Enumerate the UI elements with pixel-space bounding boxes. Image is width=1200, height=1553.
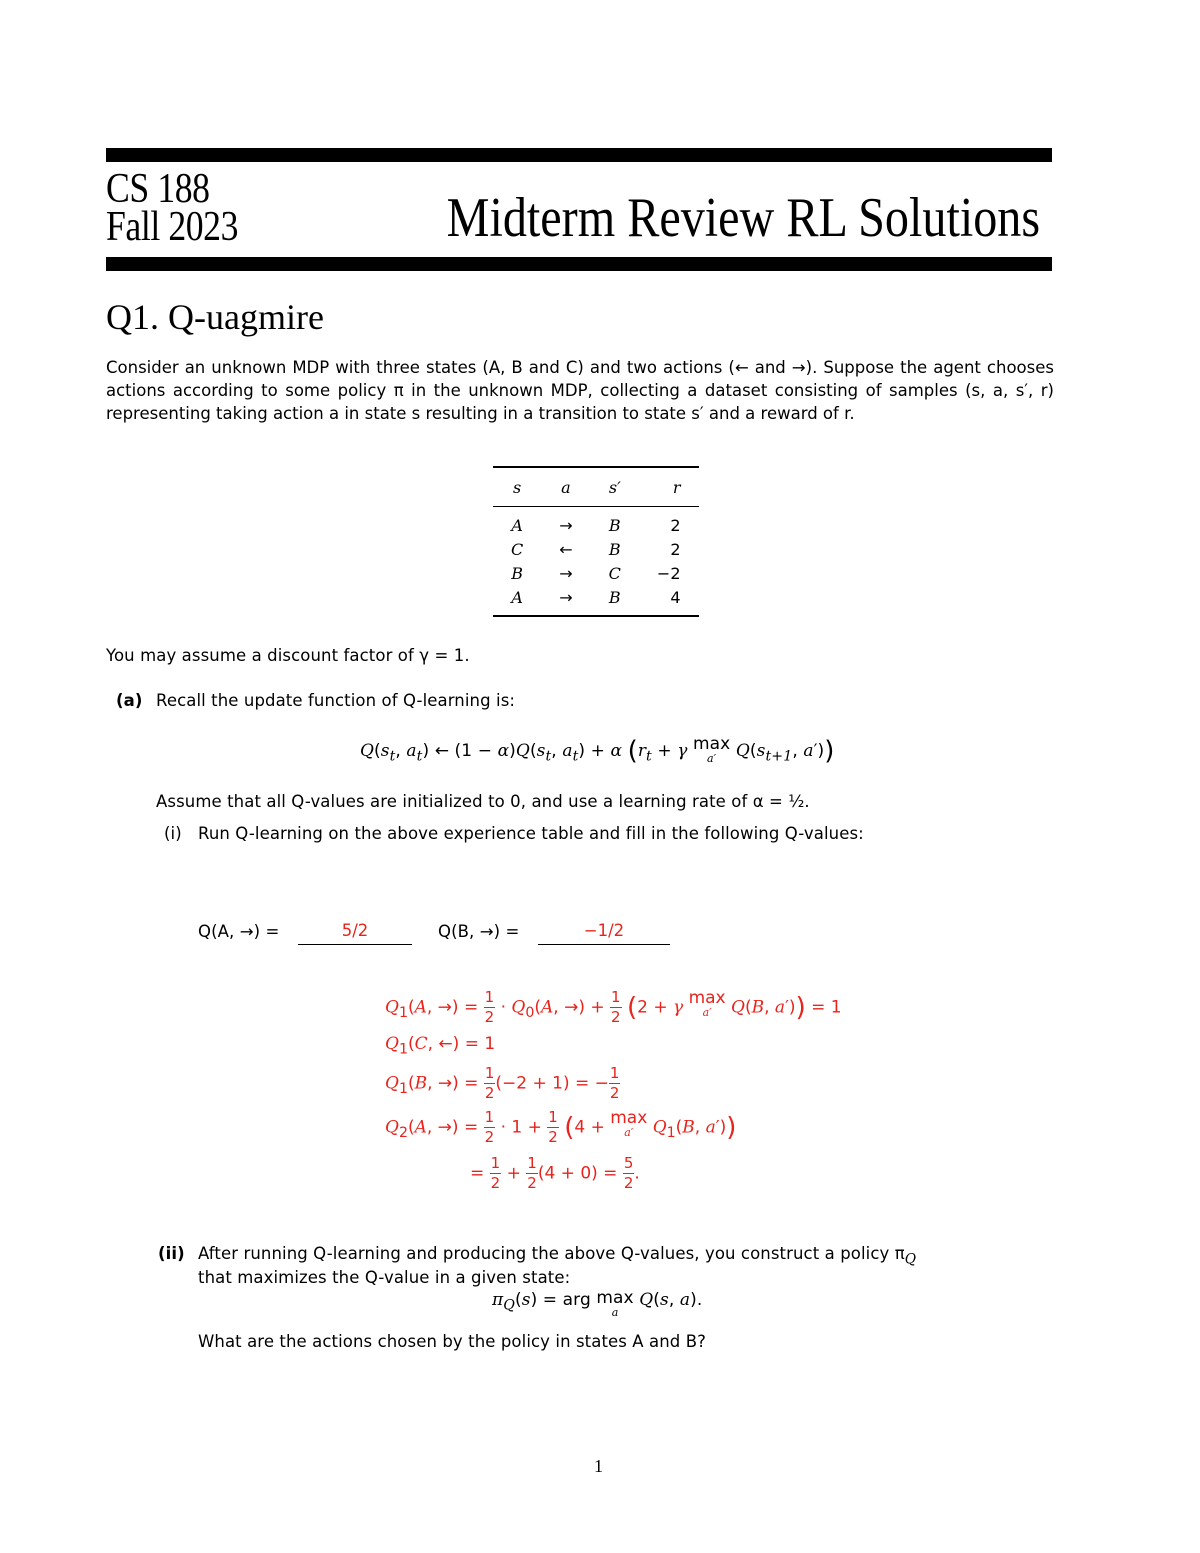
discount-note: You may assume a discount factor of γ = 1. [106, 646, 470, 665]
solution-step-2: $Q_1(C$, ←) = 1 [385, 1034, 496, 1058]
table-cell: A [511, 515, 523, 535]
part-ii-prompt-line1: After running Q-learning and producing the above Q-values, you construct a policy $\pi_Q$ [198, 1244, 917, 1268]
table-row [493, 585, 699, 616]
experience-table [493, 466, 699, 617]
initialization-note: Assume that all Q-values are initialized to 0, and use a learning rate of α = ½. [156, 792, 810, 811]
q-learning-update-formula: $Q(s_t$, $a_t$) ← $(1 - \alpha)Q(s_t$, $a_t) + \alpha$ ($r_t + \gamma$ max a′ $Q(s_{t+1}$, a′)) [360, 734, 835, 766]
part-ii-prompt: After running Q-learning and producing the above Q-values, you construct a policy π [198, 1244, 905, 1263]
part-ii-label: (ii) [158, 1244, 185, 1263]
blank2-label: Q(B, →) = [438, 922, 520, 941]
table-cell: A [511, 587, 523, 607]
table-cell: 2 [670, 515, 681, 535]
part-i-label: (i) [164, 824, 182, 843]
table-row [493, 537, 699, 561]
part-a-label: (a) [116, 691, 143, 710]
page-number: 1 [594, 1456, 603, 1476]
course-term: Fall 2023 [106, 204, 239, 250]
table-cell: → [559, 515, 573, 535]
solution-step-5: = $\frac{1}{2}$ + $\frac{1}{2}$ (4 + 0) = $\frac{5}{2}$ . [470, 1154, 640, 1192]
part-ii-prompt-end: that maximizes the Q-value in a given state: [198, 1268, 571, 1287]
solution-step-3: $Q_1(B$, →) = $\frac{1}{2}$ (−2 + 1) = − $\frac{1}{2}$ [385, 1064, 620, 1102]
course-code: CS 188 [106, 166, 210, 212]
table-cell: B [608, 515, 621, 535]
table-row [493, 561, 699, 585]
table-header-s: s [493, 467, 541, 507]
table-cell: 2 [670, 539, 681, 559]
part-ii-question: What are the actions chosen by the policy in states A and B? [198, 1332, 707, 1351]
page-title: Midterm Review RL Solutions [446, 187, 1040, 249]
table-cell: ← [559, 539, 573, 559]
table-cell: C [608, 563, 621, 583]
table-cell: → [559, 563, 573, 583]
question-heading: Q1. Q-uagmire [106, 297, 324, 337]
table-header-a: a [541, 467, 590, 507]
table-cell: C [511, 539, 524, 559]
table-header-row [493, 467, 699, 507]
table-cell: B [511, 563, 523, 583]
table-cell: −2 [656, 563, 681, 583]
table-cell: 4 [670, 587, 681, 607]
blank1-label: Q(A, →) = [198, 922, 280, 941]
header-bottom-rule [106, 257, 1052, 271]
policy-formula: $\pi_Q(s)$ = arg max a Q(s, a). [492, 1288, 703, 1319]
solution-step-4: $Q_2(A$, →) = $\frac{1}{2}$ · 1 + $\frac{1}{2}$ (4 + max a′ $Q_1(B$, a′)) [385, 1108, 737, 1146]
answer-q-a-right: 5/2 [298, 920, 412, 945]
part-a-prompt: Recall the update function of Q-learning is: [156, 691, 516, 710]
answer-q-b-right: −1/2 [538, 920, 670, 945]
solution-step-1: $Q_1(A$, →) = $\frac{1}{2}$ · $Q_0(A$, →) + $\frac{1}{2}$ (2 + γ max a′ Q(B, a′)) = 1 [385, 988, 842, 1026]
header-top-rule [106, 148, 1052, 162]
table-cell: → [559, 587, 573, 607]
table-cell: B [608, 587, 621, 607]
table-header-r: r [639, 467, 699, 507]
table-row [493, 507, 699, 538]
part-i-prompt: Run Q-learning on the above experience table and fill in the following Q-values: [198, 824, 864, 843]
table-cell: B [608, 539, 621, 559]
question-intro: Consider an unknown MDP with three states (A, B and C) and two actions (← and →). Suppose the agent chooses actions according to some policy π in the unknown MDP, collecting a dataset consisting of samples (s, a, s′, r) representing taking action a in state s resulting in a transition to state s′ and a reward of r. [106, 358, 1054, 423]
table-header-s-prime: s′ [591, 467, 639, 507]
